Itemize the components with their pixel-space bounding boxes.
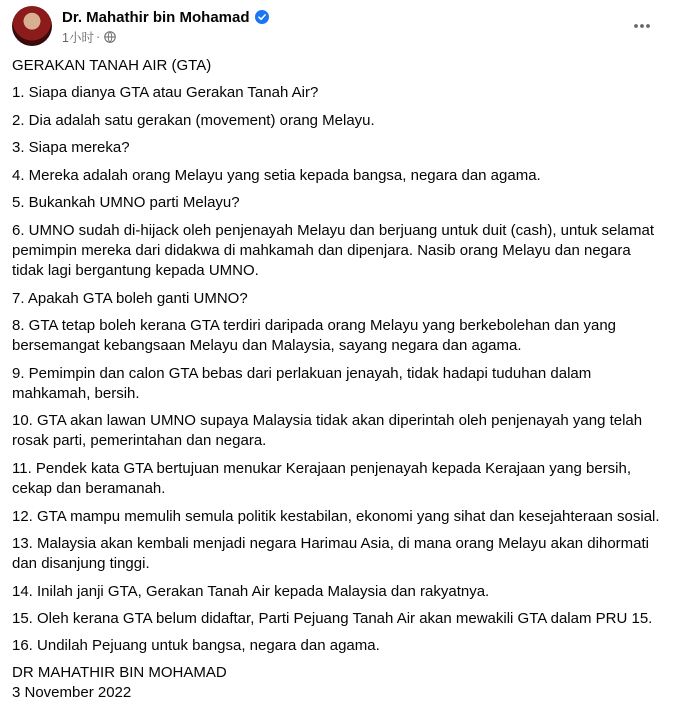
post-timestamp[interactable]: 1小时: [62, 31, 94, 45]
post-title: GERAKAN TANAH AIR (GTA): [12, 57, 212, 74]
more-options-button[interactable]: [628, 12, 656, 40]
avatar[interactable]: [12, 6, 52, 46]
list-item: 13. Malaysia akan kembali menjadi negara Harimau Asia, di mana orang Melayu akan dihormati dan disanjung tinggi.: [12, 535, 654, 572]
post-meta: [62, 29, 116, 45]
meta-separator: ·: [95, 30, 101, 44]
globe-icon[interactable]: [104, 31, 116, 43]
list-item: 7. Apakah GTA boleh ganti UMNO?: [12, 290, 248, 307]
list-item: 6. UMNO sudah di-hijack oleh penjenayah Melayu dan berjuang untuk duit (cash), untuk selamat pemimpin mereka dari didakwa di mahkamah dan dipenjara. Nasib orang Melayu dan negara tidak lagi bergantung kepada UMNO.: [12, 222, 659, 279]
list-item: 5. Bukankah UMNO parti Melayu?: [12, 194, 240, 211]
list-item: 8. GTA tetap boleh kerana GTA terdiri daripada orang Melayu yang berkebolehan dan yang bersemangat kebangsaan Melayu dan Malaysia, sayang negara dan agama.: [12, 317, 621, 354]
author-row: [62, 7, 269, 27]
more-options-icon: [632, 16, 652, 36]
list-item: 9. Pemimpin dan calon GTA bebas dari perlakuan jenayah, tidak hadapi tuduhan dalam mahkamah, bersih.: [12, 365, 596, 402]
list-item: 1. Siapa dianya GTA atau Gerakan Tanah Air?: [12, 84, 319, 101]
list-item: 15. Oleh kerana GTA belum didaftar, Parti Pejuang Tanah Air akan mewakili GTA dalam PRU 15.: [12, 610, 653, 627]
list-item: 4. Mereka adalah orang Melayu yang setia kepada bangsa, negara dan agama.: [12, 167, 541, 184]
list-item: 14. Inilah janji GTA, Gerakan Tanah Air kepada Malaysia dan rakyatnya.: [12, 583, 490, 600]
post-header: [0, 0, 674, 52]
post-date: 3 November 2022: [12, 684, 132, 701]
list-item: 16. Undilah Pejuang untuk bangsa, negara dan agama.: [12, 637, 380, 654]
list-item: 2. Dia adalah satu gerakan (movement) orang Melayu.: [12, 112, 375, 129]
author-name[interactable]: Dr. Mahathir bin Mohamad: [62, 8, 250, 26]
verified-badge-icon: [255, 10, 269, 24]
list-item: 10. GTA akan lawan UMNO supaya Malaysia tidak akan diperintah oleh penjenayah yang telah rosak parti, pemerintahan dan negara.: [12, 412, 647, 449]
list-item: 3. Siapa mereka?: [12, 139, 130, 156]
post-signature: DR MAHATHIR BIN MOHAMAD: [12, 664, 227, 681]
list-item: 11. Pendek kata GTA bertujuan menukar Kerajaan penjenayah kepada Kerajaan yang bersih, cekap dan beramanah.: [12, 460, 636, 497]
list-item: 12. GTA mampu memulih semula politik kestabilan, ekonomi yang sihat dan kesejahteraan sosial.: [12, 508, 660, 525]
